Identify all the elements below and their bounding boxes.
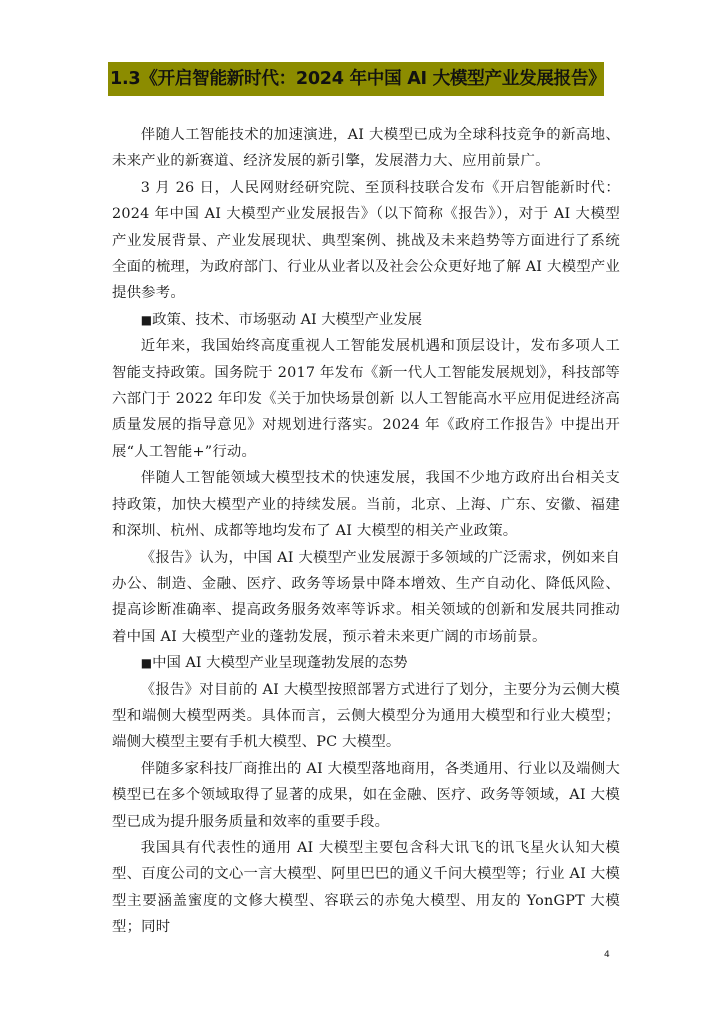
page-number: 4 <box>604 950 610 960</box>
document-body <box>112 122 620 941</box>
paragraph-2: 3 月 26 日，人民网财经研究院、至顶科技联合发布《开启智能新时代：2024 年中国 AI 大模型产业发展报告》（以下简称《报告》），对于 AI 大模型产业发展背景、产业发展现状、典型案例、挑战及未来趋势等方面进行了系统全面的梳理，为政府部门、行业从业者以及社会公众更好地了解 AI 大模型产业提供参考。 <box>112 179 620 302</box>
subheading-2-text: 中国 AI 大模型产业呈现蓬勃发展的态势 <box>152 655 408 672</box>
subheading-1-text: 政策、技术、市场驱动 AI 大模型产业发展 <box>152 311 423 328</box>
subheading-2 <box>112 650 620 676</box>
paragraph-8: 我国具有代表性的通用 AI 大模型主要包含科大讯飞的讯飞星火认知大模型、百度公司的文心一言大模型、阿里巴巴的通义千问大模型等；行业 AI 大模型主要涵盖蜜度的文修大模型、容联云的赤兔大模型、用友的 YonGPT 大模型；同时 <box>112 839 620 936</box>
paragraph-1: 伴随人工智能技术的加速演进，AI 大模型已成为全球科技竞争的新高地、未来产业的新赛道、经济发展的新引擎，发展潜力大、应用前景广。 <box>112 127 620 170</box>
paragraph-4: 伴随人工智能领域大模型技术的快速发展，我国不少地方政府出台相关支持政策，加快大模型产业的持续发展。当前，北京、上海、广东、安徽、福建和深圳、杭州、成都等地均发布了 AI 大模型的相关产业政策。 <box>112 470 620 540</box>
paragraph-3: 近年来，我国始终高度重视人工智能发展机遇和顶层设计，发布多项人工智能支持政策。国务院于 2017 年发布《新一代人工智能发展规划》，科技部等六部门于 2022 年印发《关于加快场景创新 以人工智能高水平应用促进经济高质量发展的指导意见》对规划进行落实。2024 年《政府工作报告》中提出开展“人工智能+”行动。 <box>112 338 620 460</box>
subheading-1 <box>112 307 620 333</box>
section-title: 1.3《开启智能新时代：2024 年中国 AI 大模型产业发展报告》 <box>110 69 606 89</box>
paragraph-7: 伴随多家科技厂商推出的 AI 大模型落地商用，各类通用、行业以及端侧大模型已在多个领域取得了显著的成果，如在金融、医疗、政务等领域，AI 大模型已成为提升服务质量和效率的重要手段。 <box>112 760 620 830</box>
paragraph-6: 《报告》对目前的 AI 大模型按照部署方式进行了划分，主要分为云侧大模型和端侧大模型两类。具体而言，云侧大模型分为通用大模型和行业大模型；端侧大模型主要有手机大模型、PC 大模型。 <box>112 681 620 751</box>
square-bullet-icon: ■ <box>140 312 153 327</box>
paragraph-5: 《报告》认为，中国 AI 大模型产业发展源于多领域的广泛需求，例如来自办公、制造、金融、医疗、政务等场景中降本增效、生产自动化、降低风险、提高诊断准确率、提高政务服务效率等诉求。相关领域的创新和发展共同推动着中国 AI 大模型产业的蓬勃发展，预示着未来更广阔的市场前景。 <box>112 549 620 645</box>
square-bullet-icon: ■ <box>140 656 153 671</box>
